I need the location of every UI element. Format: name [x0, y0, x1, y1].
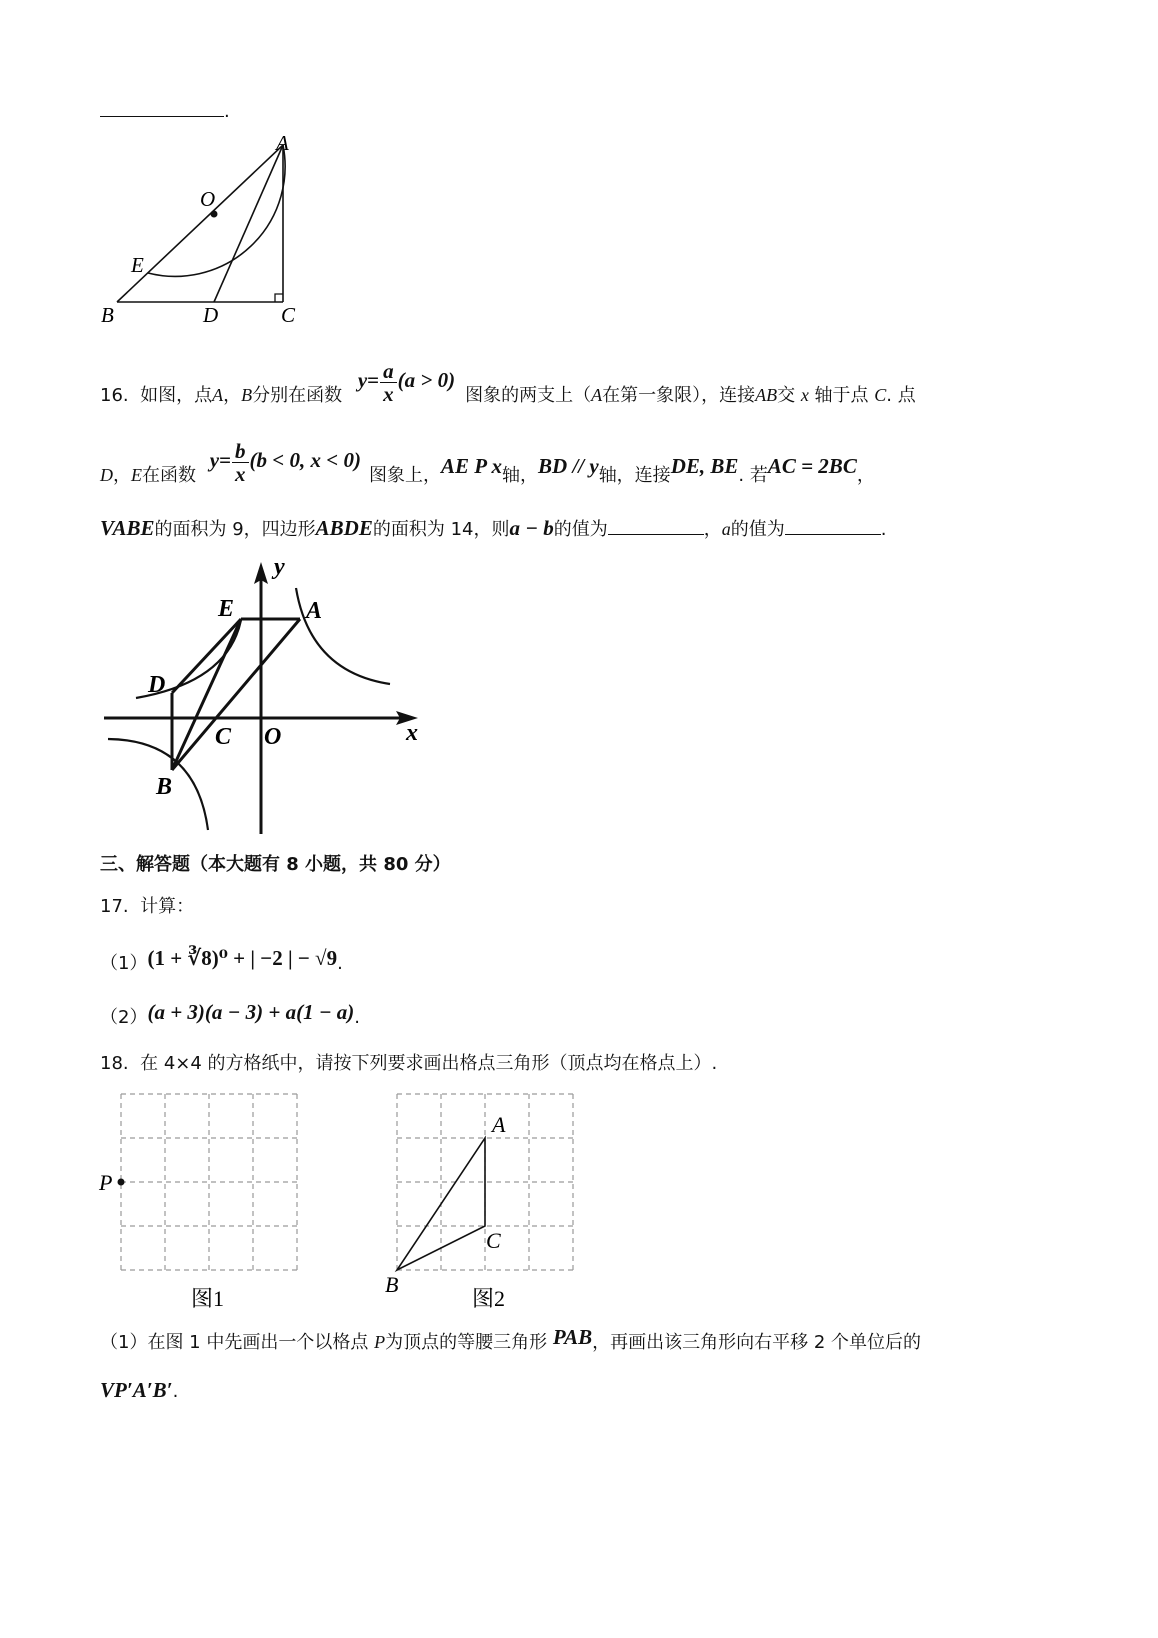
- q17-line: 17. 计算：: [100, 896, 195, 917]
- function-2: y= $\frac{b}{x}$ (b < 0, x < 0): [209, 438, 361, 486]
- segment-ab: [117, 145, 283, 302]
- label-b: B: [101, 303, 114, 327]
- label-o: O: [264, 724, 282, 750]
- label-x: x: [406, 720, 418, 746]
- q16-line-2: D，E在函数 y= $\frac{b}{x}$ (b < 0, x < 0)图象上，AE P x轴，BD // y轴，连接DE, BE. 若AC = 2BC，: [100, 448, 875, 502]
- caption-figure-1: 图1: [191, 1286, 225, 1311]
- label-d: D: [148, 672, 166, 698]
- function-1: y= $\frac{a}{x}$ (a > 0): [357, 358, 456, 406]
- answer-blank-a-minus-b[interactable]: [608, 514, 704, 535]
- q18-part-1-line-1: （1）在图 1 中先画出一个以格点 P为顶点的等腰三角形 PAB，再画出该三角形向右平移 2 个单位后的: [100, 1325, 922, 1353]
- label-b: B: [385, 1272, 399, 1297]
- point-p: [118, 1179, 125, 1186]
- label-c: C: [215, 724, 232, 750]
- right-angle-mark: [275, 294, 283, 302]
- segment-ad: [214, 145, 283, 302]
- q17-part-1: （1）(1 + ∛8)⁰ + | −2 | − √9.: [100, 946, 343, 974]
- q16-line-1: 16. 如图，点A，B分别在函数 y= $\frac{a}{x}$ (a > 0)图象的两支上（A在第一象限），连接AB交 x 轴于点 C. 点: [100, 368, 916, 422]
- figure-hyperbola-axes: [100, 552, 430, 837]
- semicircle-arc: [148, 145, 285, 276]
- label-a: A: [306, 598, 323, 624]
- q18-line: 18. 在 4×4 的方格纸中，请按下列要求画出格点三角形（顶点均在格点上）.: [100, 1053, 718, 1074]
- grid-figure-1: [95, 1088, 310, 1318]
- grid-lines-1: [121, 1094, 297, 1270]
- label-d: D: [203, 303, 219, 327]
- q18-part-1-line-2: VP′A′B′.: [100, 1378, 179, 1402]
- segment-ed: [172, 619, 241, 693]
- label-e: E: [131, 253, 144, 277]
- label-e: E: [218, 596, 235, 622]
- caption-figure-2: 图2: [472, 1286, 506, 1311]
- figure-semicircle-triangle: [95, 130, 335, 330]
- label-c: C: [486, 1228, 501, 1253]
- section-three-heading: 三、解答题（本大题有 8 小题，共 80 分）: [100, 854, 451, 875]
- label-b: B: [156, 774, 173, 800]
- top-answer-line: .: [100, 96, 230, 124]
- answer-blank[interactable]: [100, 96, 224, 117]
- label-p: P: [99, 1170, 113, 1195]
- center-point-o: [211, 211, 218, 218]
- grid-figure-2: [380, 1088, 595, 1318]
- label-a: A: [492, 1112, 506, 1137]
- label-a: A: [276, 131, 289, 155]
- q16-line-3: VABE的面积为 9，四边形ABDE的面积为 14，则a − b的值为 ，a的值为 .: [100, 516, 887, 540]
- label-c: C: [281, 303, 296, 327]
- q17-part-2: （2）(a + 3)(a − 3) + a(1 − a).: [100, 1000, 361, 1028]
- label-o: O: [200, 187, 216, 211]
- answer-blank-a[interactable]: [785, 514, 881, 535]
- label-y: y: [274, 554, 285, 580]
